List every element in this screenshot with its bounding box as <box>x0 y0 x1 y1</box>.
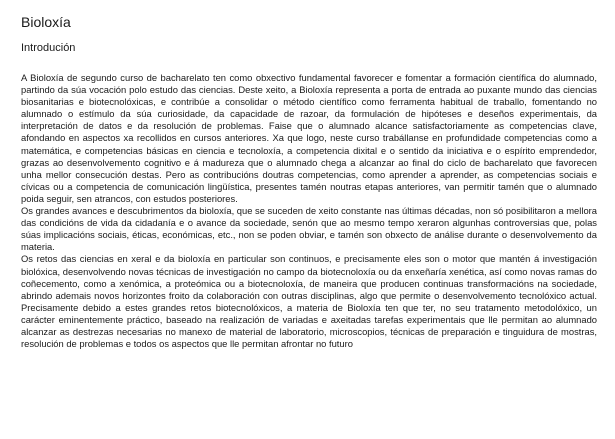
document-body <box>21 72 597 350</box>
paragraph-2: Os grandes avances e descubrimentos da bioloxía, que se suceden de xeito constante nas últimas décadas, non só posibilitaron a mellora das condicións de vida da cidadanía e o avance da sociedade, senón que ao mesmo tempo xeraron algunhas controversias que, polas súas implicacións sociais, éticas, económicas, etc., non se poden obviar, e tamén son obxecto de análise durante o desenvolvemento da materia. <box>21 205 597 253</box>
paragraph-1: A Bioloxía de segundo curso de bacharelato ten como obxectivo fundamental favorecer e fomentar a formación científica do alumnado, partindo da súa vocación polo estudo das ciencias. Deste xeito, a Bioloxía representa a porta de entrada ao puxante mundo das ciencias biosanitarias e biotecnolóxicas, e contribúe a consolidar o método científico como ferramenta habitual de traballo, fomentando no alumnado o estímulo da súa curiosidade, da capacidade de razoar, da formulación de hipóteses e deseños experimentais, da interpretación de datos e da resolución de problemas. Faise que o alumnado alcance satisfactoriamente as competencias clave, afondando en aspectos xa recollidos en cursos anteriores. Xa que logo, neste curso trabállanse en profundidade competencias como a matemática, e competencias básicas en ciencia e tecnoloxía, a competencia dixital e o sentido da iniciativa e o espírito emprendedor, grazas ao desenvolvemento cognitivo e á madureza que o alumnado chega a alcanzar ao final do ciclo de bacharelato que favorecen unha mellor consecución destas. Pero as contribucións doutras competencias, como aprender a aprender, as competencias sociais e cívicas ou a competencia de comunicación lingüística, presentes tamén noutras etapas anteriores, van permitir tamén que o alumnado poida seguir, sen atrancos, con estudos posteriores. <box>21 72 597 204</box>
section-heading: Introdución <box>21 42 76 54</box>
document-title: Bioloxía <box>21 14 71 30</box>
paragraph-3: Os retos das ciencias en xeral e da bioloxía en particular son continuos, e precisamente eles son o motor que mantén á investigación biolóxica, desenvolvendo novas técnicas de investigación no campo da biotecnoloxía ou da enxeñaría xenética, así como novas ramas do coñecemento, como a xenómica, a proteómica ou a biotecnoloxía, de maneira que producen continuas transformacións na sociedade, abrindo ademais novos horizontes froito da colaboración con outras disciplinas, algo que permite o desenvolvemento tecnolóxico actual. Precisamente debido a estes grandes retos biotecnolóxicos, a materia de Bioloxía ten que ter, no seu tratamento metodolóxico, un carácter eminentemente práctico, baseado na realización de variadas e axeitadas tarefas experimentais que lle permitan ao alumnado alcanzar as destrezas necesarias no manexo de material de laboratorio, microscopios, técnicas de preparación e tinguidura de mostras, resolución de problemas e todos os aspectos que lle permitan afrontar no futuro <box>21 253 597 350</box>
